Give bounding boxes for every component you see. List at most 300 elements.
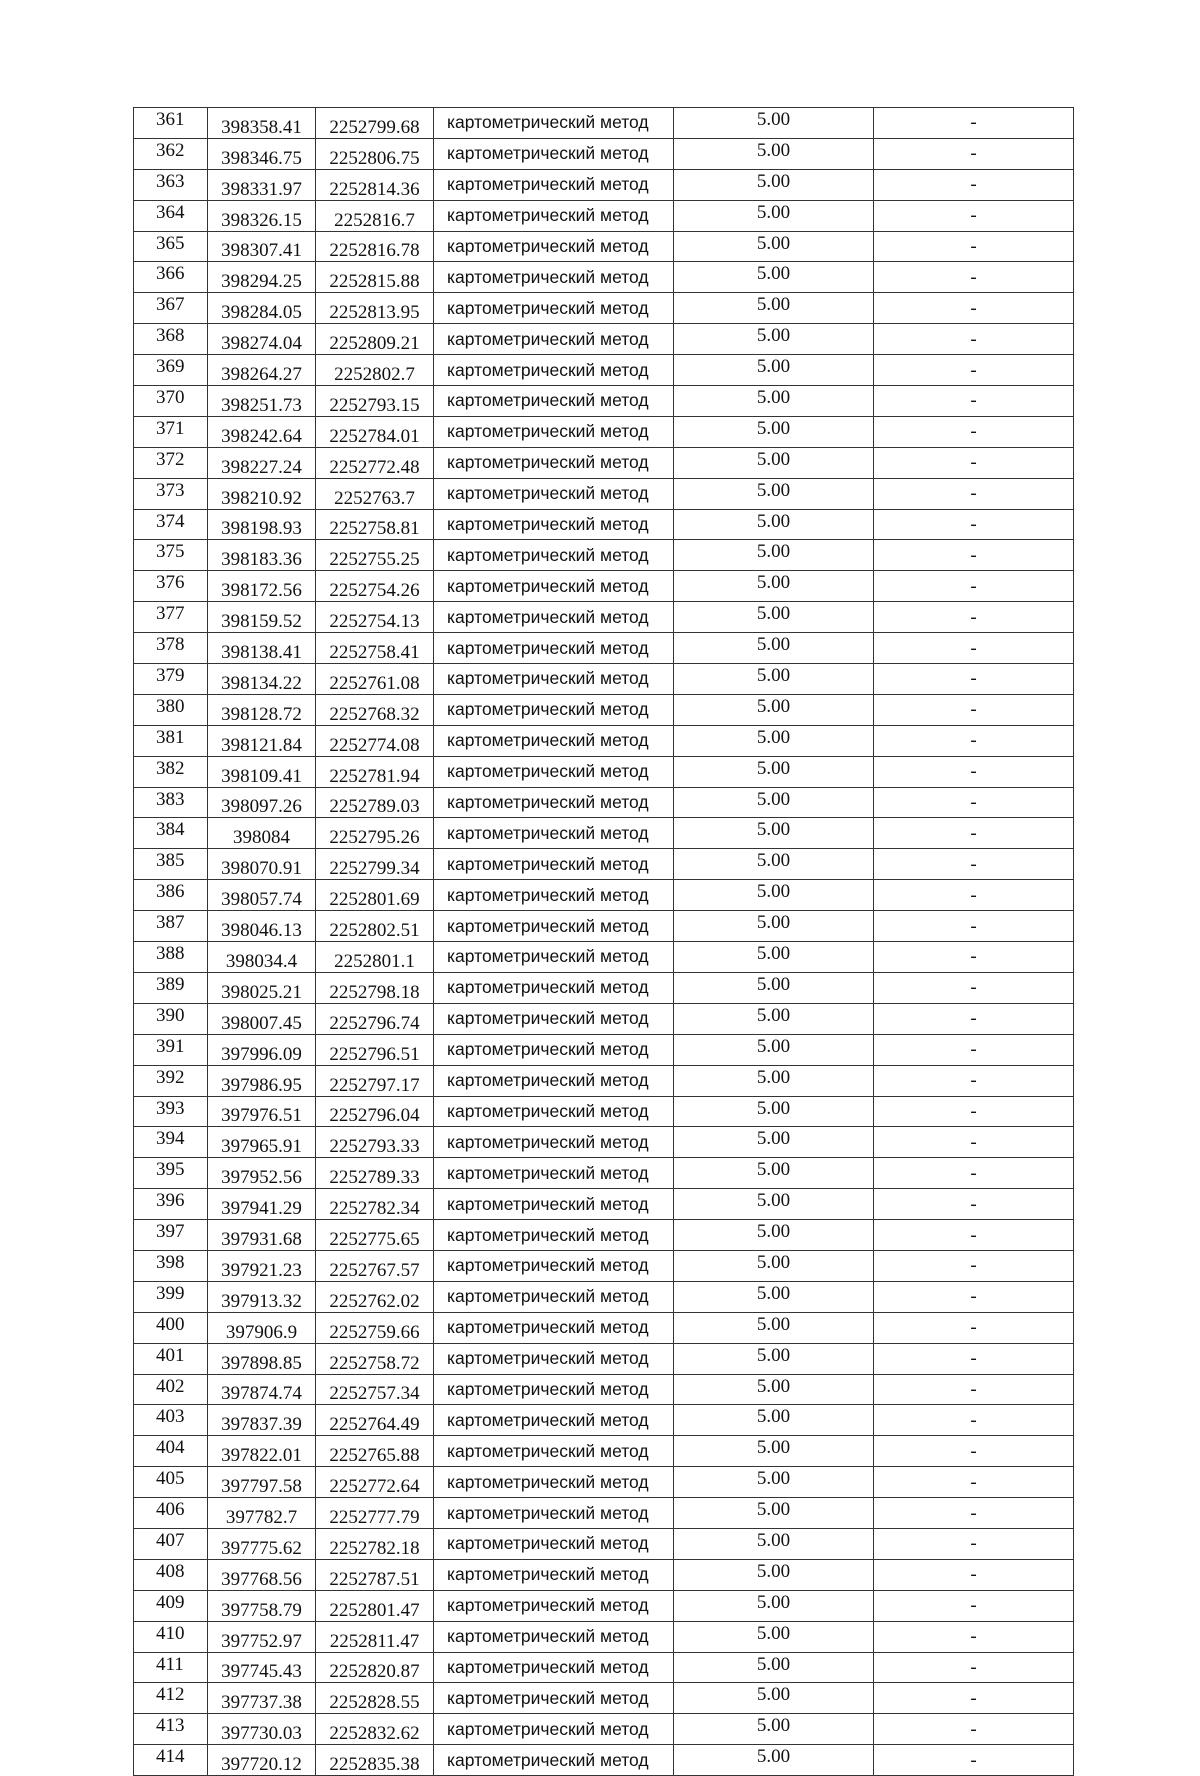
note-cell: - [874,478,1074,509]
table-row [134,1498,1074,1529]
precision-cell: 5.00 [674,1436,874,1467]
precision-cell: 5.00 [674,1250,874,1281]
precision-cell: 5.00 [674,1745,874,1776]
x-coordinate-cell: 397797.58 [208,1467,316,1498]
table-row [134,880,1074,911]
x-coordinate-cell: 397745.43 [208,1652,316,1683]
table-row [134,818,1074,849]
precision-cell: 5.00 [674,108,874,139]
x-coordinate-cell: 398138.41 [208,633,316,664]
table-row [134,169,1074,200]
method-cell: картометрический метод [434,1281,674,1312]
point-number-cell: 403 [134,1405,208,1436]
y-coordinate-cell: 2252758.72 [316,1343,434,1374]
y-coordinate-cell: 2252763.7 [316,478,434,509]
note-cell: - [874,1250,1074,1281]
y-coordinate-cell: 2252796.74 [316,1003,434,1034]
note-cell: - [874,787,1074,818]
precision-cell: 5.00 [674,1590,874,1621]
note-cell: - [874,664,1074,695]
method-cell: картометрический метод [434,633,674,664]
x-coordinate-cell: 397874.74 [208,1374,316,1405]
method-cell: картометрический метод [434,1374,674,1405]
point-number-cell: 373 [134,478,208,509]
table-row [134,447,1074,478]
method-cell: картометрический метод [434,1745,674,1776]
method-cell: картометрический метод [434,1714,674,1745]
x-coordinate-cell: 398242.64 [208,416,316,447]
note-cell: - [874,602,1074,633]
precision-cell: 5.00 [674,1096,874,1127]
point-number-cell: 377 [134,602,208,633]
x-coordinate-cell: 398034.4 [208,942,316,973]
table-row [134,1220,1074,1251]
x-coordinate-cell: 397898.85 [208,1343,316,1374]
table-row [134,1374,1074,1405]
y-coordinate-cell: 2252764.49 [316,1405,434,1436]
y-coordinate-cell: 2252796.04 [316,1096,434,1127]
x-coordinate-cell: 398294.25 [208,262,316,293]
note-cell: - [874,633,1074,664]
y-coordinate-cell: 2252784.01 [316,416,434,447]
note-cell: - [874,169,1074,200]
table-row [134,571,1074,602]
x-coordinate-cell: 398057.74 [208,880,316,911]
x-coordinate-cell: 398109.41 [208,756,316,787]
method-cell: картометрический метод [434,1528,674,1559]
y-coordinate-cell: 2252765.88 [316,1436,434,1467]
method-cell: картометрический метод [434,540,674,571]
precision-cell: 5.00 [674,602,874,633]
method-cell: картометрический метод [434,880,674,911]
table-row [134,540,1074,571]
note-cell: - [874,818,1074,849]
y-coordinate-cell: 2252754.26 [316,571,434,602]
precision-cell: 5.00 [674,1158,874,1189]
precision-cell: 5.00 [674,1559,874,1590]
y-coordinate-cell: 2252789.33 [316,1158,434,1189]
point-number-cell: 391 [134,1034,208,1065]
point-number-cell: 388 [134,942,208,973]
note-cell: - [874,1312,1074,1343]
point-number-cell: 364 [134,200,208,231]
method-cell: картометрический метод [434,787,674,818]
x-coordinate-cell: 398264.27 [208,355,316,386]
note-cell: - [874,1467,1074,1498]
point-number-cell: 406 [134,1498,208,1529]
x-coordinate-cell: 397758.79 [208,1590,316,1621]
table-row [134,1590,1074,1621]
method-cell: картометрический метод [434,200,674,231]
note-cell: - [874,1683,1074,1714]
method-cell: картометрический метод [434,571,674,602]
table-row [134,756,1074,787]
x-coordinate-cell: 398326.15 [208,200,316,231]
precision-cell: 5.00 [674,787,874,818]
method-cell: картометрический метод [434,1590,674,1621]
table-row [134,1467,1074,1498]
x-coordinate-cell: 398227.24 [208,447,316,478]
point-number-cell: 380 [134,694,208,725]
table-row [134,725,1074,756]
point-number-cell: 394 [134,1127,208,1158]
point-number-cell: 367 [134,293,208,324]
x-coordinate-cell: 397952.56 [208,1158,316,1189]
precision-cell: 5.00 [674,694,874,725]
method-cell: картометрический метод [434,818,674,849]
point-number-cell: 389 [134,972,208,1003]
y-coordinate-cell: 2252801.69 [316,880,434,911]
precision-cell: 5.00 [674,911,874,942]
coordinates-table [133,107,1074,1776]
y-coordinate-cell: 2252835.38 [316,1745,434,1776]
table-row [134,1003,1074,1034]
y-coordinate-cell: 2252796.51 [316,1034,434,1065]
point-number-cell: 386 [134,880,208,911]
x-coordinate-cell: 398210.92 [208,478,316,509]
table-row [134,478,1074,509]
method-cell: картометрический метод [434,1189,674,1220]
note-cell: - [874,1127,1074,1158]
point-number-cell: 383 [134,787,208,818]
precision-cell: 5.00 [674,1714,874,1745]
method-cell: картометрический метод [434,231,674,262]
note-cell: - [874,1498,1074,1529]
y-coordinate-cell: 2252814.36 [316,169,434,200]
x-coordinate-cell: 398331.97 [208,169,316,200]
note-cell: - [874,1436,1074,1467]
method-cell: картометрический метод [434,756,674,787]
table-row [134,1745,1074,1776]
note-cell: - [874,756,1074,787]
y-coordinate-cell: 2252813.95 [316,293,434,324]
note-cell: - [874,1559,1074,1590]
x-coordinate-cell: 398159.52 [208,602,316,633]
note-cell: - [874,1590,1074,1621]
method-cell: картометрический метод [434,1220,674,1251]
x-coordinate-cell: 398183.36 [208,540,316,571]
y-coordinate-cell: 2252755.25 [316,540,434,571]
x-coordinate-cell: 398172.56 [208,571,316,602]
note-cell: - [874,1189,1074,1220]
table-row [134,1158,1074,1189]
coordinates-table-body [134,108,1074,1776]
method-cell: картометрический метод [434,1034,674,1065]
y-coordinate-cell: 2252758.81 [316,509,434,540]
y-coordinate-cell: 2252782.34 [316,1189,434,1220]
table-row [134,602,1074,633]
note-cell: - [874,849,1074,880]
note-cell: - [874,200,1074,231]
y-coordinate-cell: 2252797.17 [316,1065,434,1096]
note-cell: - [874,1745,1074,1776]
table-row [134,1250,1074,1281]
precision-cell: 5.00 [674,664,874,695]
point-number-cell: 409 [134,1590,208,1621]
x-coordinate-cell: 398307.41 [208,231,316,262]
y-coordinate-cell: 2252793.15 [316,386,434,417]
point-number-cell: 412 [134,1683,208,1714]
note-cell: - [874,1158,1074,1189]
x-coordinate-cell: 398128.72 [208,694,316,725]
precision-cell: 5.00 [674,818,874,849]
note-cell: - [874,540,1074,571]
note-cell: - [874,138,1074,169]
table-row [134,849,1074,880]
note-cell: - [874,1281,1074,1312]
point-number-cell: 381 [134,725,208,756]
note-cell: - [874,293,1074,324]
note-cell: - [874,1528,1074,1559]
point-number-cell: 414 [134,1745,208,1776]
point-number-cell: 374 [134,509,208,540]
method-cell: картометрический метод [434,1065,674,1096]
x-coordinate-cell: 398070.91 [208,849,316,880]
precision-cell: 5.00 [674,293,874,324]
precision-cell: 5.00 [674,1652,874,1683]
point-number-cell: 375 [134,540,208,571]
x-coordinate-cell: 398198.93 [208,509,316,540]
y-coordinate-cell: 2252774.08 [316,725,434,756]
method-cell: картометрический метод [434,108,674,139]
x-coordinate-cell: 398274.04 [208,324,316,355]
precision-cell: 5.00 [674,1034,874,1065]
x-coordinate-cell: 398046.13 [208,911,316,942]
note-cell: - [874,1714,1074,1745]
x-coordinate-cell: 397720.12 [208,1745,316,1776]
point-number-cell: 371 [134,416,208,447]
note-cell: - [874,108,1074,139]
precision-cell: 5.00 [674,633,874,664]
table-row [134,355,1074,386]
precision-cell: 5.00 [674,231,874,262]
note-cell: - [874,1405,1074,1436]
method-cell: картометрический метод [434,1652,674,1683]
y-coordinate-cell: 2252772.48 [316,447,434,478]
table-row [134,108,1074,139]
x-coordinate-cell: 397986.95 [208,1065,316,1096]
table-row [134,1652,1074,1683]
precision-cell: 5.00 [674,1621,874,1652]
table-row [134,386,1074,417]
table-row [134,1621,1074,1652]
precision-cell: 5.00 [674,1343,874,1374]
y-coordinate-cell: 2252768.32 [316,694,434,725]
y-coordinate-cell: 2252793.33 [316,1127,434,1158]
precision-cell: 5.00 [674,447,874,478]
table-row [134,787,1074,818]
method-cell: картометрический метод [434,1003,674,1034]
note-cell: - [874,571,1074,602]
precision-cell: 5.00 [674,262,874,293]
method-cell: картометрический метод [434,664,674,695]
point-number-cell: 379 [134,664,208,695]
table-row [134,1127,1074,1158]
point-number-cell: 362 [134,138,208,169]
y-coordinate-cell: 2252799.34 [316,849,434,880]
method-cell: картометрический метод [434,849,674,880]
note-cell: - [874,972,1074,1003]
x-coordinate-cell: 397976.51 [208,1096,316,1127]
point-number-cell: 407 [134,1528,208,1559]
x-coordinate-cell: 397730.03 [208,1714,316,1745]
method-cell: картометрический метод [434,1559,674,1590]
method-cell: картометрический метод [434,725,674,756]
y-coordinate-cell: 2252811.47 [316,1621,434,1652]
y-coordinate-cell: 2252832.62 [316,1714,434,1745]
method-cell: картометрический метод [434,1498,674,1529]
note-cell: - [874,1220,1074,1251]
table-row [134,293,1074,324]
method-cell: картометрический метод [434,1467,674,1498]
precision-cell: 5.00 [674,1127,874,1158]
y-coordinate-cell: 2252806.75 [316,138,434,169]
point-number-cell: 363 [134,169,208,200]
method-cell: картометрический метод [434,1343,674,1374]
y-coordinate-cell: 2252799.68 [316,108,434,139]
table-row [134,231,1074,262]
point-number-cell: 361 [134,108,208,139]
y-coordinate-cell: 2252801.1 [316,942,434,973]
method-cell: картометрический метод [434,1621,674,1652]
x-coordinate-cell: 398025.21 [208,972,316,1003]
y-coordinate-cell: 2252777.79 [316,1498,434,1529]
table-row [134,1436,1074,1467]
precision-cell: 5.00 [674,1467,874,1498]
table-row [134,1189,1074,1220]
y-coordinate-cell: 2252816.78 [316,231,434,262]
note-cell: - [874,1034,1074,1065]
precision-cell: 5.00 [674,1003,874,1034]
note-cell: - [874,725,1074,756]
point-number-cell: 413 [134,1714,208,1745]
method-cell: картометрический метод [434,169,674,200]
x-coordinate-cell: 398007.45 [208,1003,316,1034]
precision-cell: 5.00 [674,942,874,973]
precision-cell: 5.00 [674,1498,874,1529]
y-coordinate-cell: 2252798.18 [316,972,434,1003]
precision-cell: 5.00 [674,1683,874,1714]
precision-cell: 5.00 [674,416,874,447]
x-coordinate-cell: 397996.09 [208,1034,316,1065]
precision-cell: 5.00 [674,972,874,1003]
point-number-cell: 392 [134,1065,208,1096]
point-number-cell: 395 [134,1158,208,1189]
point-number-cell: 393 [134,1096,208,1127]
note-cell: - [874,942,1074,973]
y-coordinate-cell: 2252802.51 [316,911,434,942]
y-coordinate-cell: 2252789.03 [316,787,434,818]
point-number-cell: 369 [134,355,208,386]
point-number-cell: 376 [134,571,208,602]
note-cell: - [874,1343,1074,1374]
precision-cell: 5.00 [674,1312,874,1343]
x-coordinate-cell: 397906.9 [208,1312,316,1343]
point-number-cell: 378 [134,633,208,664]
table-row [134,262,1074,293]
y-coordinate-cell: 2252809.21 [316,324,434,355]
table-row [134,138,1074,169]
table-row [134,1528,1074,1559]
method-cell: картометрический метод [434,911,674,942]
x-coordinate-cell: 398346.75 [208,138,316,169]
precision-cell: 5.00 [674,355,874,386]
table-row [134,1714,1074,1745]
point-number-cell: 372 [134,447,208,478]
x-coordinate-cell: 398084 [208,818,316,849]
precision-cell: 5.00 [674,509,874,540]
method-cell: картометрический метод [434,355,674,386]
y-coordinate-cell: 2252754.13 [316,602,434,633]
y-coordinate-cell: 2252781.94 [316,756,434,787]
point-number-cell: 408 [134,1559,208,1590]
y-coordinate-cell: 2252757.34 [316,1374,434,1405]
precision-cell: 5.00 [674,880,874,911]
method-cell: картометрический метод [434,1096,674,1127]
x-coordinate-cell: 398134.22 [208,664,316,695]
method-cell: картометрический метод [434,1312,674,1343]
y-coordinate-cell: 2252772.64 [316,1467,434,1498]
note-cell: - [874,231,1074,262]
point-number-cell: 368 [134,324,208,355]
note-cell: - [874,416,1074,447]
y-coordinate-cell: 2252815.88 [316,262,434,293]
method-cell: картометрический метод [434,324,674,355]
table-row [134,1559,1074,1590]
note-cell: - [874,355,1074,386]
table-row [134,200,1074,231]
x-coordinate-cell: 398358.41 [208,108,316,139]
method-cell: картометрический метод [434,509,674,540]
method-cell: картометрический метод [434,1436,674,1467]
table-row [134,509,1074,540]
method-cell: картометрический метод [434,1405,674,1436]
note-cell: - [874,911,1074,942]
method-cell: картометрический метод [434,478,674,509]
table-row [134,664,1074,695]
table-row [134,1683,1074,1714]
table-row [134,1065,1074,1096]
table-row [134,694,1074,725]
method-cell: картометрический метод [434,694,674,725]
precision-cell: 5.00 [674,169,874,200]
note-cell: - [874,1652,1074,1683]
x-coordinate-cell: 398121.84 [208,725,316,756]
precision-cell: 5.00 [674,756,874,787]
point-number-cell: 399 [134,1281,208,1312]
y-coordinate-cell: 2252759.66 [316,1312,434,1343]
x-coordinate-cell: 397782.7 [208,1498,316,1529]
x-coordinate-cell: 397837.39 [208,1405,316,1436]
precision-cell: 5.00 [674,1065,874,1096]
point-number-cell: 384 [134,818,208,849]
method-cell: картометрический метод [434,416,674,447]
method-cell: картометрический метод [434,972,674,1003]
precision-cell: 5.00 [674,478,874,509]
table-row [134,633,1074,664]
x-coordinate-cell: 398251.73 [208,386,316,417]
y-coordinate-cell: 2252795.26 [316,818,434,849]
note-cell: - [874,1621,1074,1652]
table-row [134,942,1074,973]
x-coordinate-cell: 397921.23 [208,1250,316,1281]
precision-cell: 5.00 [674,725,874,756]
table-row [134,324,1074,355]
precision-cell: 5.00 [674,849,874,880]
precision-cell: 5.00 [674,1405,874,1436]
note-cell: - [874,324,1074,355]
point-number-cell: 400 [134,1312,208,1343]
